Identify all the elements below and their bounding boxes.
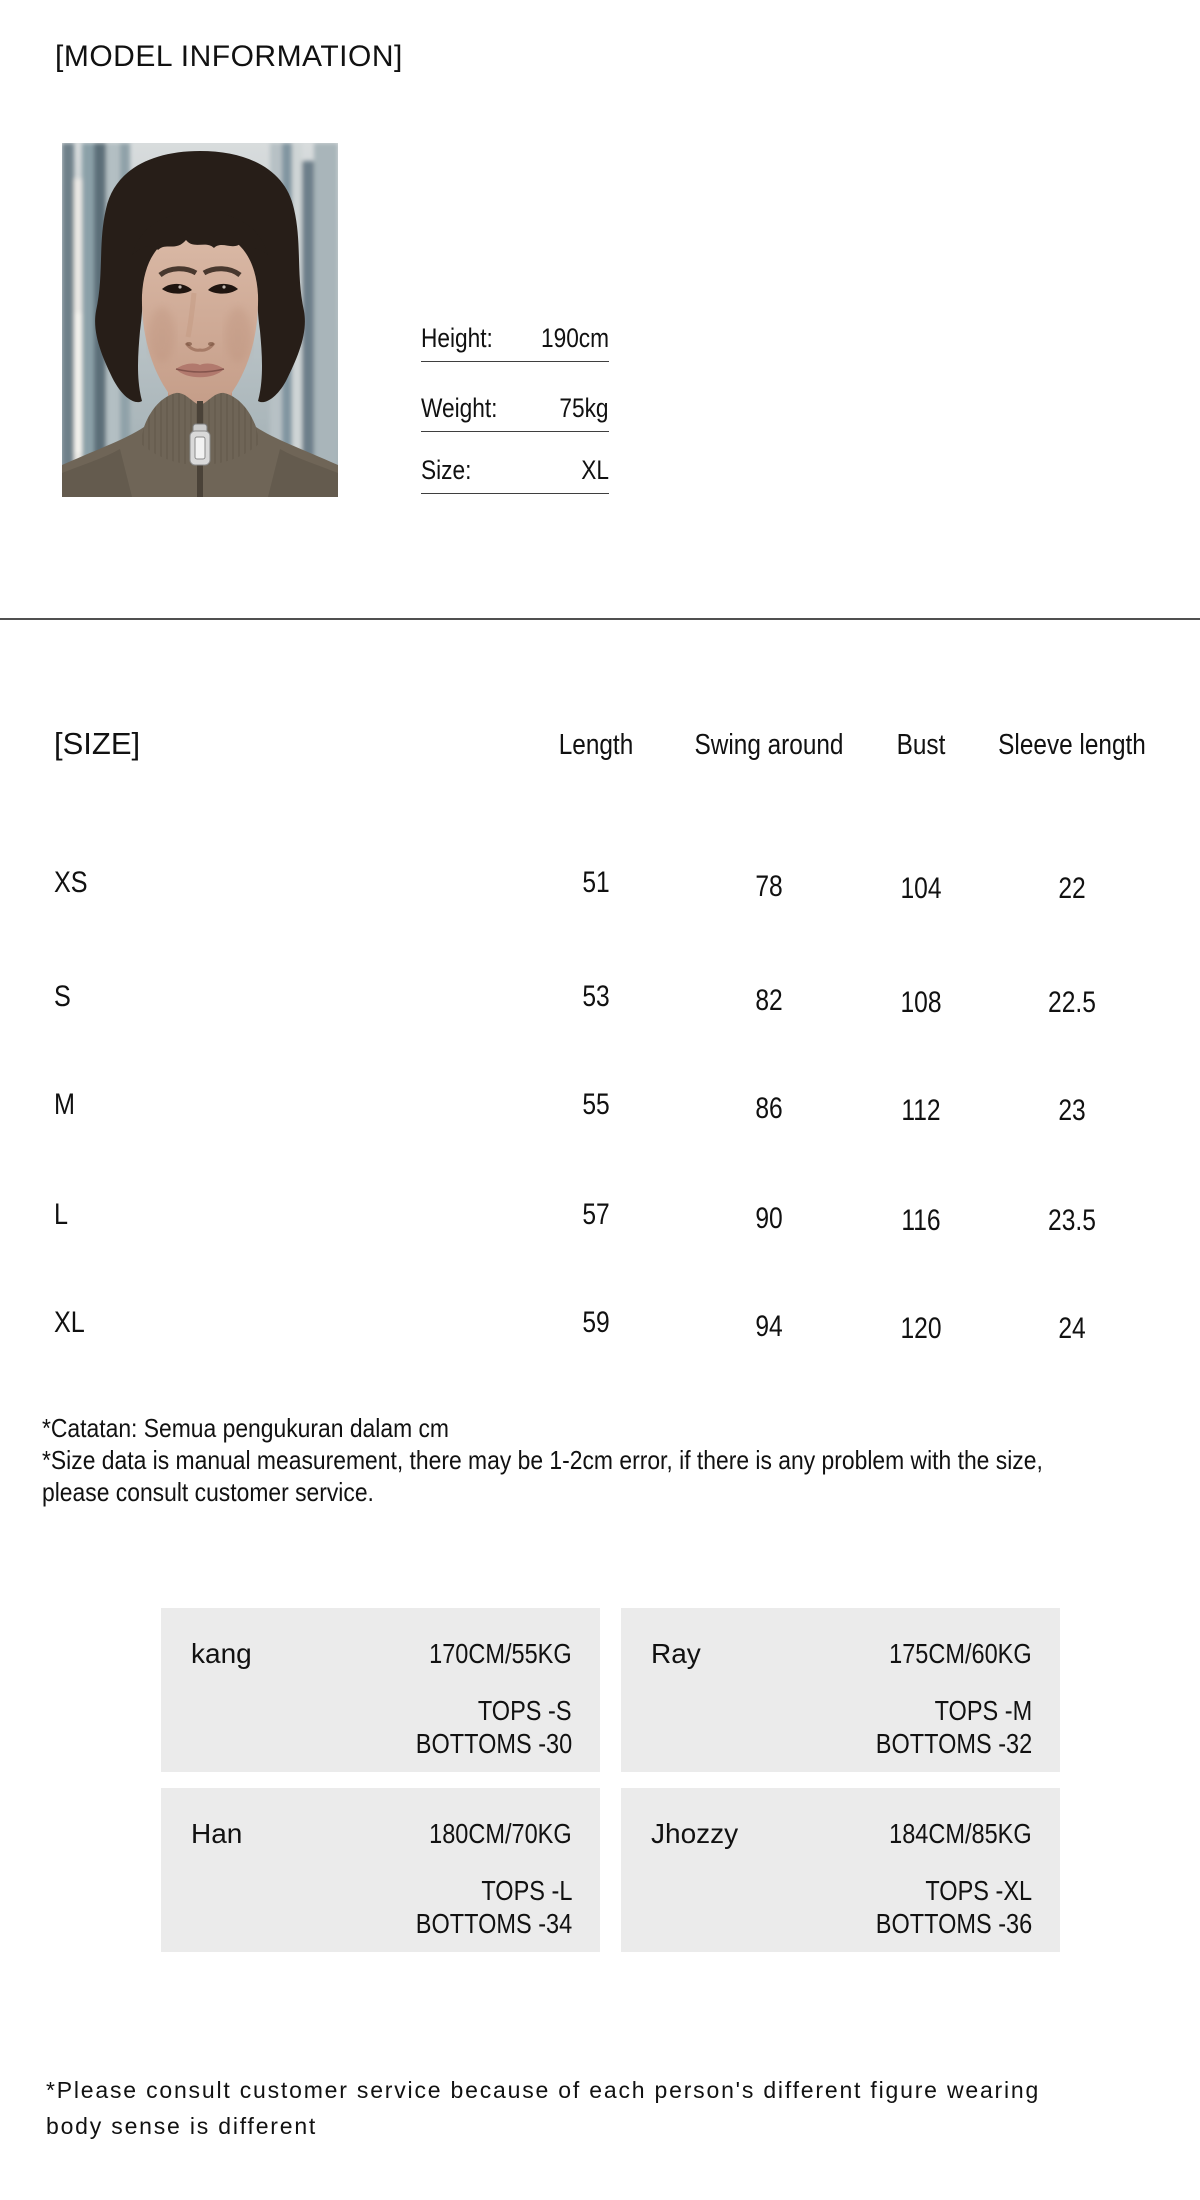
fit-card-tops: TOPS -S xyxy=(478,1695,572,1726)
fit-card-name: Jhozzy xyxy=(651,1818,739,1849)
measurement-notes xyxy=(42,1412,1179,1508)
model-fit-cards xyxy=(161,1608,1060,1952)
fit-card-ray xyxy=(621,1608,1060,1772)
footer-note xyxy=(46,2072,1040,2144)
fit-card-kang xyxy=(161,1608,600,1772)
size-row-label-l: L xyxy=(54,1198,69,1231)
model-height-row xyxy=(421,322,609,362)
fit-card-measurements: 184CM/85KG xyxy=(889,1818,1032,1849)
fit-card-han xyxy=(161,1788,600,1952)
note-size-disclaimer: *Size data is manual measurement, there may be 1-2cm error, if there is any problem with the size, xyxy=(42,1445,1043,1475)
size-row-label-m: M xyxy=(54,1088,75,1121)
fit-card-bottoms: BOTTOMS -30 xyxy=(415,1728,572,1759)
fit-card-name: Han xyxy=(191,1818,243,1849)
size-cell: 55 xyxy=(582,1088,610,1121)
size-cell: 78 xyxy=(755,870,783,903)
fit-card-tops: TOPS -XL xyxy=(925,1875,1032,1906)
model-portrait-illustration xyxy=(62,143,338,497)
section-title-model-information: [MODEL INFORMATION] xyxy=(55,40,403,73)
size-label: Size: xyxy=(421,455,472,485)
height-value: 190cm xyxy=(540,323,609,353)
column-header-sleeve-length: Sleeve length xyxy=(998,729,1146,761)
size-cell: 120 xyxy=(900,1312,942,1345)
column-header-length: Length xyxy=(558,729,634,761)
size-cell: 86 xyxy=(755,1092,783,1125)
section-title-size: [SIZE] xyxy=(54,726,141,761)
weight-value: 75kg xyxy=(559,393,609,423)
size-cell: 23 xyxy=(1058,1094,1086,1127)
size-cell: 112 xyxy=(901,1094,941,1127)
model-weight-row xyxy=(421,392,609,432)
size-cell: 22.5 xyxy=(1048,986,1096,1019)
fit-card-measurements: 180CM/70KG xyxy=(429,1818,572,1849)
fit-card-bottoms: BOTTOMS -34 xyxy=(415,1908,572,1939)
size-row-label-xs: XS xyxy=(54,866,88,899)
size-cell: 59 xyxy=(582,1306,610,1339)
fit-card-name: kang xyxy=(191,1638,252,1669)
fit-card-bottoms: BOTTOMS -36 xyxy=(875,1908,1032,1939)
size-cell: 51 xyxy=(582,866,610,899)
note-consult-service: please consult customer service. xyxy=(42,1477,374,1507)
fit-card-tops: TOPS -M xyxy=(934,1695,1032,1726)
size-value: XL xyxy=(581,455,609,485)
size-cell: 82 xyxy=(755,984,783,1017)
size-cell: 104 xyxy=(900,872,942,905)
column-header-swing-around: Swing around xyxy=(694,729,844,761)
height-label: Height: xyxy=(421,323,493,353)
fit-card-bottoms: BOTTOMS -32 xyxy=(875,1728,1032,1759)
fit-card-measurements: 170CM/55KG xyxy=(429,1638,572,1669)
size-cell: 53 xyxy=(582,980,610,1013)
footer-note-line2: body sense is different xyxy=(46,2113,318,2139)
fit-card-jhozzy xyxy=(621,1788,1060,1952)
footer-note-line1: *Please consult customer service because of each person's different figure wearing xyxy=(46,2077,1041,2103)
size-cell: 90 xyxy=(755,1202,783,1235)
note-catatan: *Catatan: Semua pengukuran dalam cm xyxy=(42,1413,449,1443)
section-divider xyxy=(0,618,1200,620)
size-cell: 57 xyxy=(582,1198,610,1231)
model-photo xyxy=(62,143,338,497)
size-cell: 24 xyxy=(1058,1312,1086,1345)
model-size-row xyxy=(421,454,609,494)
fit-card-name: Ray xyxy=(651,1638,701,1669)
size-cell: 94 xyxy=(755,1310,783,1343)
size-cell: 23.5 xyxy=(1048,1204,1096,1237)
size-row-label-s: S xyxy=(54,980,71,1013)
size-cell: 116 xyxy=(901,1204,941,1237)
size-cell: 22 xyxy=(1058,872,1086,905)
size-row-label-xl: XL xyxy=(54,1306,85,1339)
weight-label: Weight: xyxy=(421,393,498,423)
fit-card-measurements: 175CM/60KG xyxy=(889,1638,1032,1669)
zipper-pull xyxy=(190,424,210,465)
fit-card-tops: TOPS -L xyxy=(480,1875,572,1906)
column-header-bust: Bust xyxy=(896,729,946,761)
size-cell: 108 xyxy=(900,986,942,1019)
